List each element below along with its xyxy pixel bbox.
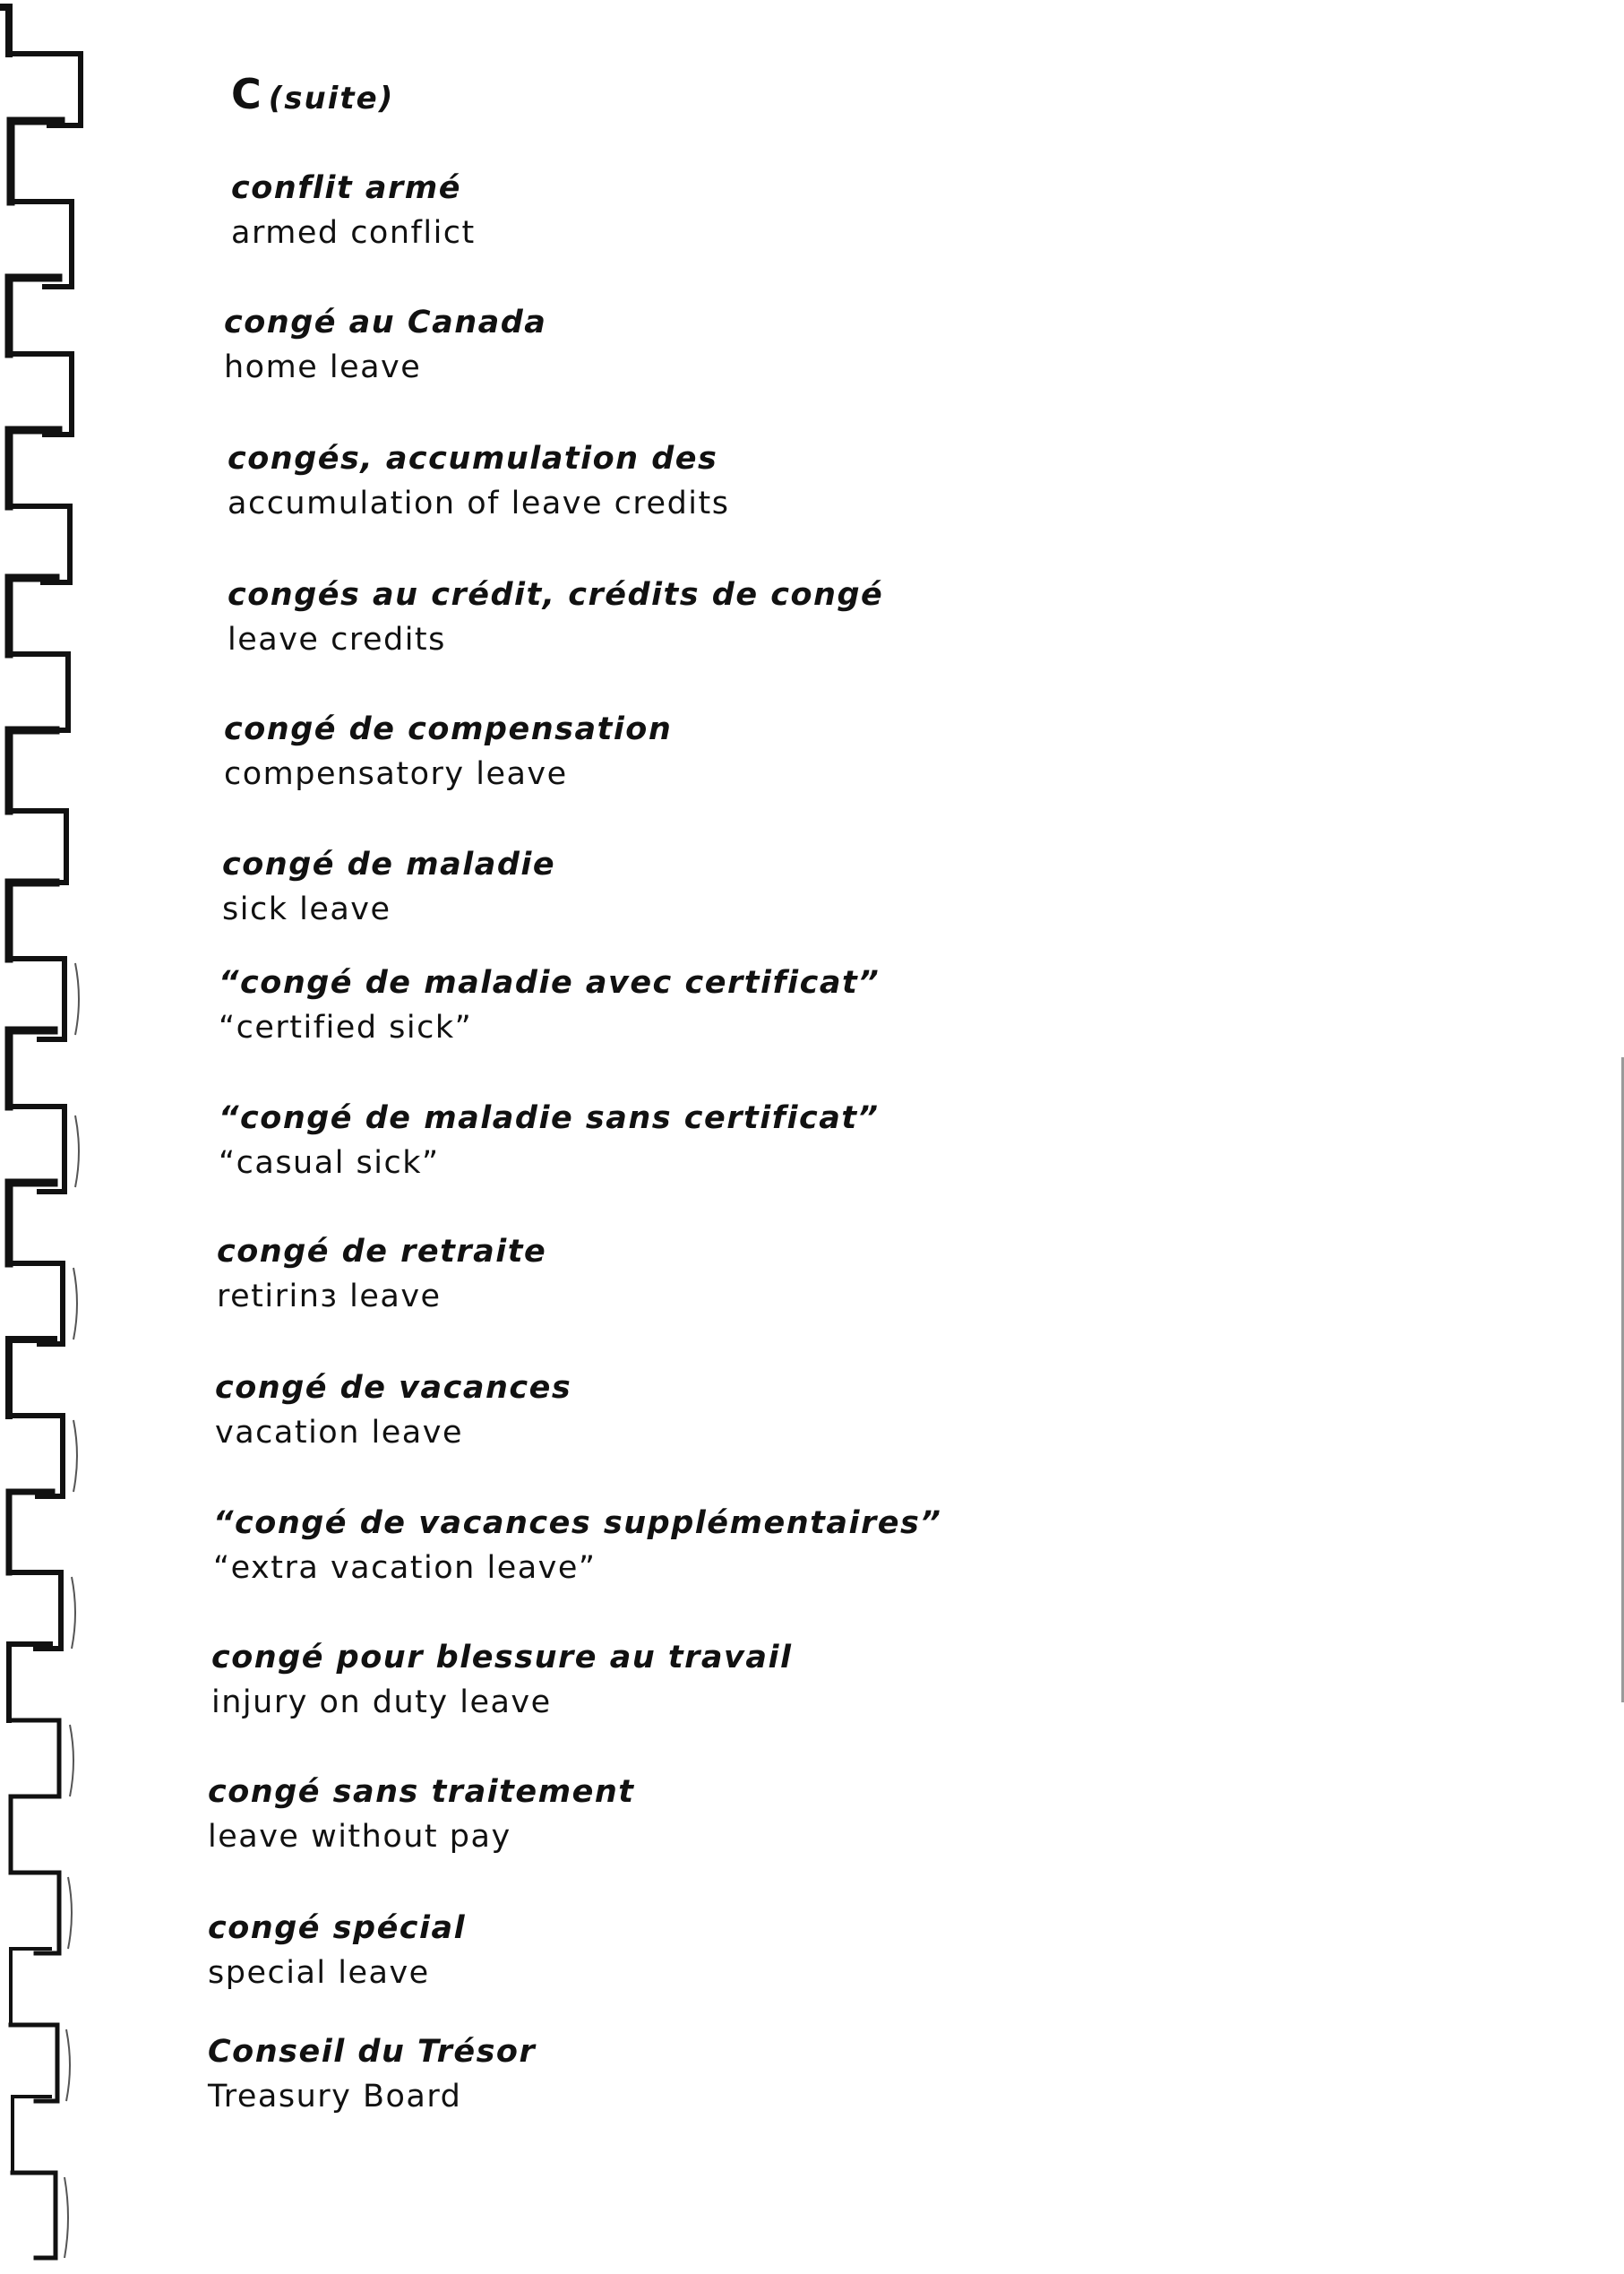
english-term: Treasury Board <box>208 2079 462 2115</box>
english-term: special leave <box>208 1955 430 1991</box>
english-term: leave credits <box>228 622 446 658</box>
glossary-entry <box>208 2029 536 2119</box>
english-term: “extra vacation leave” <box>213 1550 597 1586</box>
english-term: home leave <box>224 349 422 385</box>
french-term: congé spécial <box>208 1910 467 1946</box>
english-term: leave without pay <box>208 1819 511 1855</box>
english-term: “certified sick” <box>219 1010 473 1046</box>
section-heading <box>231 70 395 118</box>
english-term: compensatory leave <box>224 756 568 792</box>
french-term: “congé de maladie sans certificat” <box>219 1100 880 1136</box>
english-term: vacation leave <box>215 1415 463 1451</box>
glossary-entry <box>211 1635 792 1725</box>
english-term: sick leave <box>222 892 391 927</box>
english-term: armed conflict <box>231 215 476 251</box>
glossary-entry <box>208 1770 635 1859</box>
french-term: conflit armé <box>231 170 461 206</box>
english-term: “casual sick” <box>219 1145 440 1181</box>
glossary-entry <box>217 1229 546 1319</box>
english-term: injury on duty leave <box>211 1684 552 1720</box>
glossary-entry <box>208 1906 466 1995</box>
glossary-entry <box>231 166 476 255</box>
glossary-entry <box>228 573 883 662</box>
french-term: “congé de vacances supplémentaires” <box>213 1505 942 1541</box>
section-letter: C <box>231 70 262 118</box>
glossary-entry <box>224 707 672 797</box>
glossary-entry <box>213 1501 941 1590</box>
glossary-entry <box>219 960 880 1050</box>
french-term: congé de maladie <box>222 847 556 883</box>
glossary-entry <box>222 842 555 932</box>
french-term: Conseil du Trésor <box>208 2034 537 2070</box>
french-term: congés au crédit, crédits de congé <box>228 577 884 613</box>
section-suffix: (suite) <box>268 81 395 116</box>
english-term: accumulation of leave credits <box>228 486 730 521</box>
glossary-entry <box>215 1365 571 1455</box>
french-term: congé pour blessure au travail <box>211 1640 793 1675</box>
french-term: congé au Canada <box>224 305 547 340</box>
glossary-entry <box>228 436 729 526</box>
glossary-entry <box>219 1096 880 1185</box>
glossary-entry <box>224 300 546 390</box>
french-term: “congé de maladie avec certificat” <box>219 965 881 1001</box>
english-term: retirinз leave <box>217 1279 442 1314</box>
french-term: congé de compensation <box>224 711 673 747</box>
french-term: congé sans traitement <box>208 1774 635 1810</box>
french-term: congé de vacances <box>215 1370 572 1406</box>
french-term: congés, accumulation des <box>228 441 718 477</box>
french-term: congé de retraite <box>217 1234 547 1270</box>
